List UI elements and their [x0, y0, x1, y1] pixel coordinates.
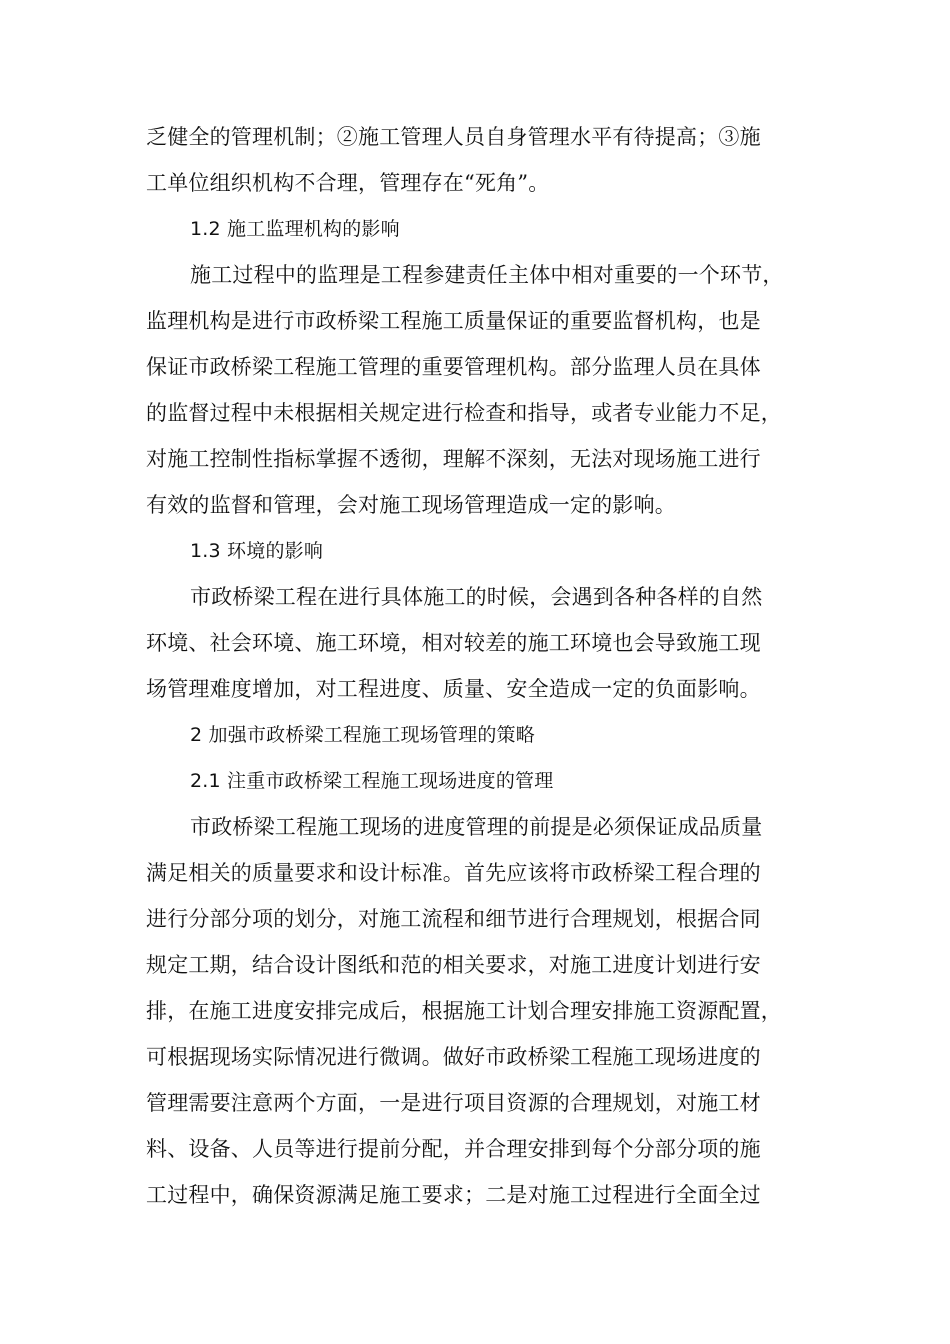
body-line: 场管理难度增加，对工程进度、质量、安全造成一定的负面影响。 [146, 677, 761, 701]
body-line: 的监督过程中未根据相关规定进行检查和指导，或者专业能力不足， [146, 401, 782, 425]
body-line: 可根据现场实际情况进行微调。做好市政桥梁工程施工现场进度的 [146, 1045, 761, 1069]
body-line: 工单位组织机构不合理，管理存在“死角”。 [146, 171, 550, 195]
paragraph-first-line: 施工过程中的监理是工程参建责任主体中相对重要的一个环节， [190, 263, 784, 287]
body-line: 有效的监督和管理，会对施工现场管理造成一定的影响。 [146, 493, 676, 517]
body-line: 满足相关的质量要求和设计标准。首先应该将市政桥梁工程合理的 [146, 861, 761, 885]
body-line: 料、设备、人员等进行提前分配，并合理安排到每个分部分项的施 [146, 1137, 761, 1161]
section-heading: 2.1 注重市政桥梁工程施工现场进度的管理 [190, 770, 554, 792]
paragraph-first-line: 市政桥梁工程施工现场的进度管理的前提是必须保证成品质量 [190, 815, 763, 839]
body-line: 管理需要注意两个方面，一是进行项目资源的合理规划，对施工材 [146, 1091, 761, 1115]
body-line: 规定工期，结合设计图纸和范的相关要求，对施工进度计划进行安 [146, 953, 761, 977]
body-line: 保证市政桥梁工程施工管理的重要管理机构。部分监理人员在具体 [146, 355, 761, 379]
body-line: 进行分部分项的划分，对施工流程和细节进行合理规划，根据合同 [146, 907, 761, 931]
section-heading: 1.3 环境的影响 [190, 540, 324, 562]
body-line: 排，在施工进度安排完成后，根据施工计划合理安排施工资源配置， [146, 999, 782, 1023]
body-line: 监理机构是进行市政桥梁工程施工质量保证的重要监督机构，也是 [146, 309, 761, 333]
body-line: 环境、社会环境、施工环境，相对较差的施工环境也会导致施工现 [146, 631, 761, 655]
section-heading: 2 加强市政桥梁工程施工现场管理的策略 [190, 724, 535, 746]
body-line: 乏健全的管理机制；②施工管理人员自身管理水平有待提高；③施 [146, 125, 761, 149]
paragraph-first-line: 市政桥梁工程在进行具体施工的时候，会遇到各种各样的自然 [190, 585, 763, 609]
document-body [146, 114, 816, 1218]
body-line: 工过程中，确保资源满足施工要求；二是对施工过程进行全面全过 [146, 1183, 761, 1207]
section-heading: 1.2 施工监理机构的影响 [190, 218, 400, 240]
body-line: 对施工控制性指标掌握不透彻，理解不深刻，无法对现场施工进行 [146, 447, 761, 471]
